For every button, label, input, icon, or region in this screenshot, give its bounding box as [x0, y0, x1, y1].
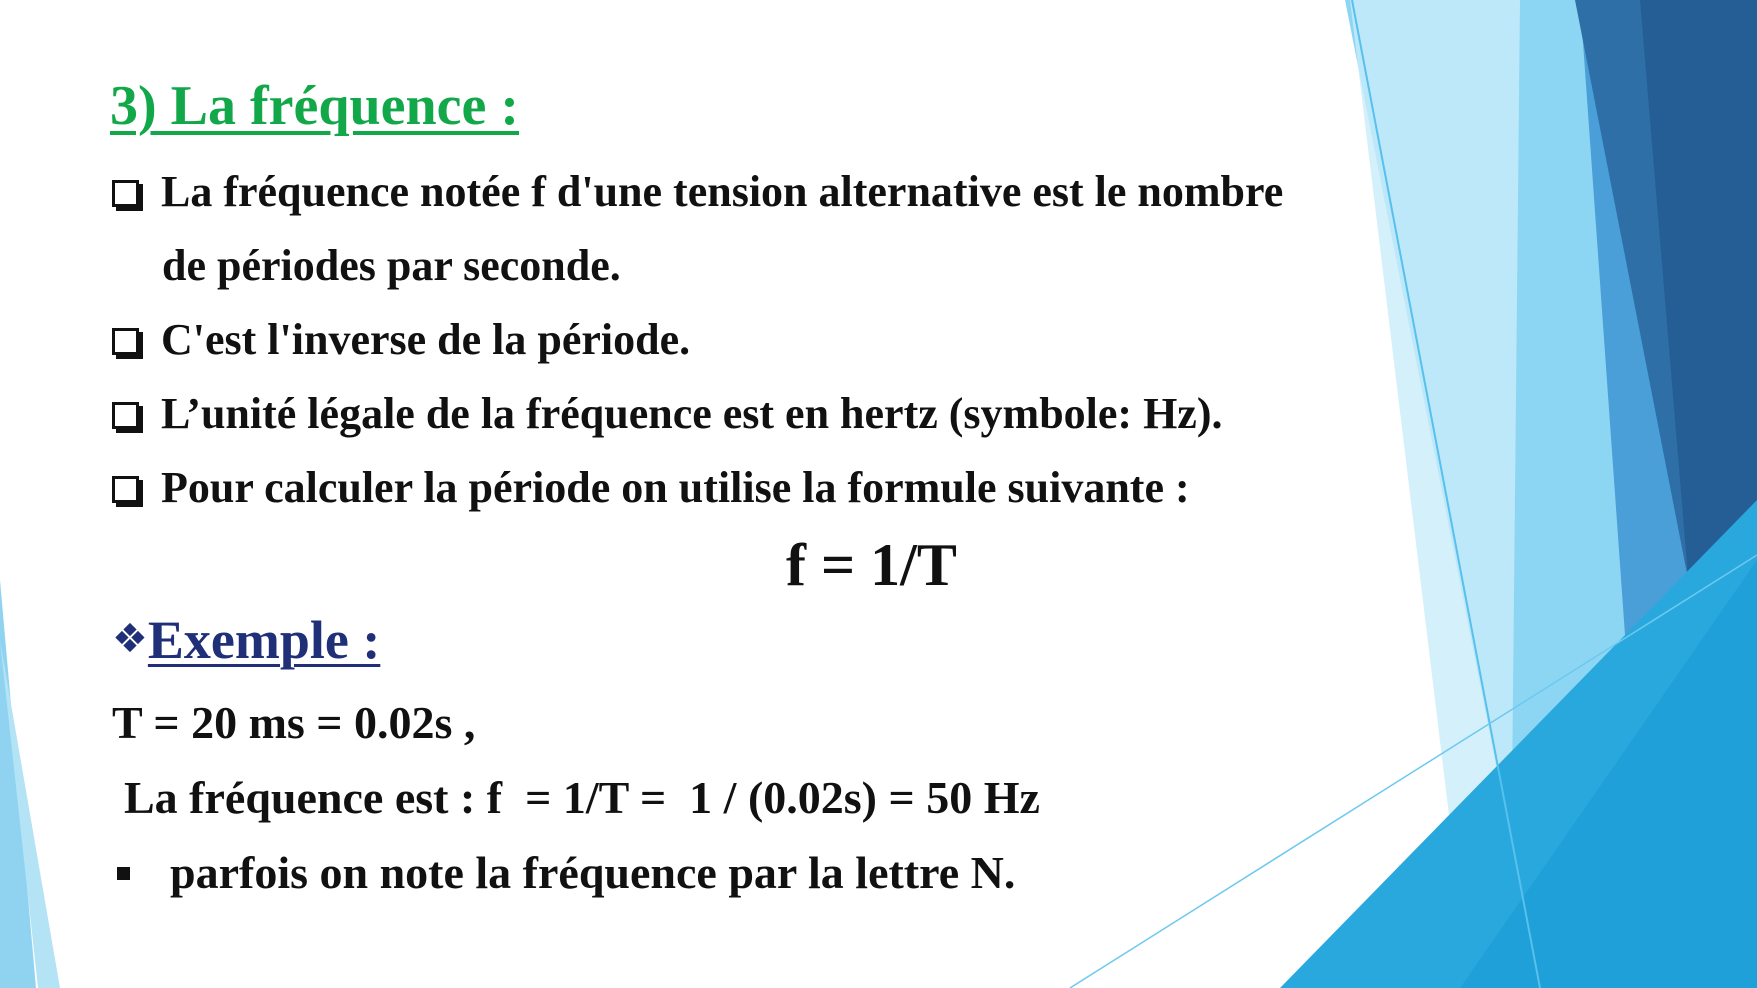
- checkbox-bullet-icon: [112, 328, 139, 355]
- bullet-item: [112, 315, 691, 364]
- note-item: [117, 847, 1016, 898]
- note-text: parfois on note la fréquence par la lettre N.: [170, 847, 1016, 898]
- example-label: Exemple :: [147, 610, 381, 670]
- checkbox-bullet-icon: [112, 476, 139, 503]
- slide-title: 3) La fréquence :: [110, 75, 520, 137]
- example-heading: [112, 610, 381, 670]
- diamond-bullet-icon: ❖: [112, 616, 148, 662]
- example-line-period: T = 20 ms = 0.02s ,: [112, 697, 476, 748]
- bullet-text: L’unité légale de la fréquence est en hertz (symbole: Hz).: [161, 389, 1223, 438]
- square-bullet-icon: [117, 867, 130, 880]
- formula: f = 1/T: [786, 532, 957, 598]
- bullet-item: [112, 389, 1223, 438]
- checkbox-bullet-icon: [112, 180, 139, 207]
- checkbox-bullet-icon: [112, 402, 139, 429]
- bullet-text: C'est l'inverse de la période.: [161, 315, 691, 364]
- bullet-text: La fréquence notée f d'une tension alternative est le nombre: [161, 167, 1284, 216]
- bullet-continuation: de périodes par seconde.: [162, 241, 621, 290]
- bullet-item: [112, 463, 1190, 512]
- example-line-frequency: La fréquence est : f = 1/T = 1 / (0.02s) = 50 Hz: [124, 772, 1040, 823]
- bullet-item: [112, 167, 1284, 216]
- bullet-text: Pour calculer la période on utilise la formule suivante :: [161, 463, 1190, 512]
